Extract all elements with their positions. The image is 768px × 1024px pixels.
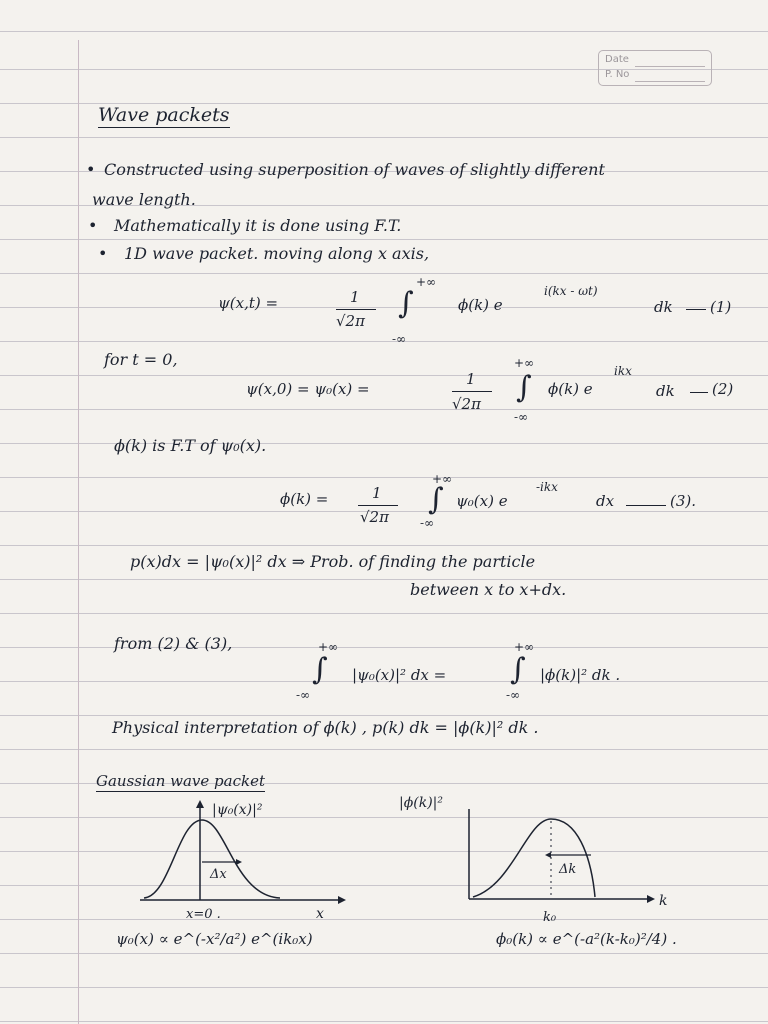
eq2-integrand: ϕ(k) e [548,380,593,398]
eq3-frac-num: 1 [372,484,382,502]
width-arrow-head [236,859,242,865]
left-width-label: Δx [210,867,227,882]
parseval-left: |ψ₀(x)|² dx = [352,666,447,684]
date-rule [635,66,705,67]
gaussian-heading: Gaussian wave packet [96,772,265,790]
parseval-integral-sign-2: ∫ [510,652,526,687]
eq1-frac-num: 1 [350,288,360,306]
ft-statement: ϕ(k) is F.T of ψ₀(x). [114,436,267,455]
parseval-integral-sign-1: ∫ [312,652,328,687]
eq1-upper-limit: +∞ [416,275,437,289]
parseval-upper-limit-2: +∞ [514,640,535,654]
physical-interpretation-line: Physical interpretation of ϕ(k) , p(k) dk = |ϕ(k)|² dk . [112,718,539,737]
momentum-space-formula: ϕ₀(k) ∝ e^(-a²(k-k₀)²/4) . [496,930,677,948]
position-space-plot [110,790,370,930]
bullet-2: Mathematically it is done using F.T. [114,216,402,235]
eq3-label: (3). [670,492,697,510]
page-number-label: P. No [605,69,630,80]
t-zero-line: for t = 0, [104,350,178,369]
eq3-differential: dx [596,492,615,510]
date-label: Date [605,54,629,65]
bullet-dot: • [88,216,98,235]
y-axis-arrow [196,800,204,808]
eq2-integral-sign: ∫ [516,370,532,405]
margin-line [78,40,79,1024]
left-origin-label: x=0 . [186,907,221,922]
eq2-frac-num: 1 [466,370,476,388]
dk-width-arrow-head [545,852,551,858]
eq2-frac-den: √2π [452,395,481,413]
eq3-lower-limit: -∞ [420,516,435,530]
eq3-integral-sign: ∫ [428,482,444,517]
eq1-frac-den: √2π [336,312,365,330]
momentum-space-plot [395,785,695,930]
probability-line-2: between x to x+dx. [410,580,567,599]
right-axis-label: k [659,893,668,909]
eq2-label-dash [690,392,708,393]
eq1-integrand: ϕ(k) e [458,296,503,314]
eq1-integral-sign: ∫ [398,286,414,321]
eq2-lhs: ψ(x,0) = ψ₀(x) = [246,380,370,398]
bullet-3: 1D wave packet. moving along x axis, [124,244,430,263]
right-y-label: |ϕ(k)|² [399,795,443,811]
eq3-frac-den: √2π [360,508,389,526]
parseval-upper-limit-1: +∞ [318,640,339,654]
eq3-label-dash [626,505,666,506]
eq1-frac-bar [336,309,376,310]
date-box [598,50,712,86]
eq3-exponent: -ikx [536,480,558,494]
eq1-lower-limit: -∞ [392,332,407,346]
bullet-dot: • [98,244,108,263]
right-width-label: Δk [559,862,577,877]
parseval-right: |ϕ(k)|² dk . [540,666,621,684]
left-axis-label: x [316,906,324,922]
eq1-exponent: i(kx - ωt) [544,284,598,298]
eq2-label: (2) [712,380,734,398]
position-space-formula: ψ₀(x) ∝ e^(-x²/a²) e^(ik₀x) [116,930,313,948]
eq2-lower-limit: -∞ [514,410,529,424]
eq2-exponent: ikx [614,364,632,378]
k-axis-arrow [647,895,655,903]
bullet-1-line-2: wave length. [92,190,196,209]
bullet-1-line-1: Constructed using superposition of waves of slightly different [104,160,605,179]
page-title: Wave packets [98,104,230,126]
eq1-label: (1) [710,298,732,316]
k0-label: k₀ [543,910,557,925]
eq3-integrand: ψ₀(x) e [456,492,508,510]
eq1-label-dash [686,309,706,310]
page-number-rule [635,81,705,82]
x-axis-arrow [338,896,346,904]
probability-line-1: p(x)dx = |ψ₀(x)|² dx ⇒ Prob. of finding the particle [130,552,536,571]
bullet-dot: • [86,160,96,179]
eq3-upper-limit: +∞ [432,472,453,486]
momentum-curve [473,819,595,897]
parseval-lower-limit-2: -∞ [506,688,521,702]
parseval-lower-limit-1: -∞ [296,688,311,702]
eq3-frac-bar [358,505,398,506]
from-equations-line: from (2) & (3), [114,634,233,653]
eq1-lhs: ψ(x,t) = [218,294,279,312]
eq1-differential: dk [654,298,673,316]
eq2-frac-bar [452,391,492,392]
eq2-differential: dk [656,382,675,400]
gaussian-curve [144,820,280,898]
left-y-label: |ψ₀(x)|² [212,802,263,818]
eq3-lhs: ϕ(k) = [280,490,329,508]
eq2-upper-limit: +∞ [514,356,535,370]
